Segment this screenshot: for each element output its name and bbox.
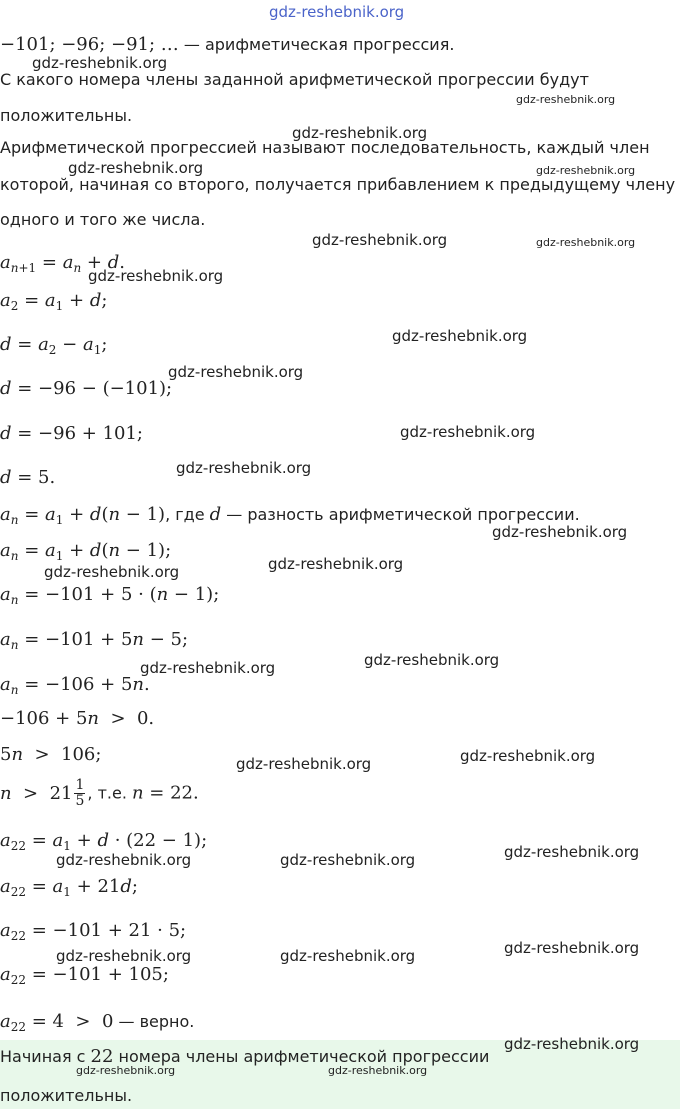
question-line-1: С какого номера члены заданной арифметической прогрессии будут [0,70,589,89]
watermark: gdz-reshebnik.org [176,459,312,477]
watermark: gdz-reshebnik.org [400,423,536,441]
verify-note: — верно. [113,1012,195,1031]
watermark: gdz-reshebnik.org [312,231,448,249]
general-term-tail: — разность арифметической прогрессии. [221,505,580,524]
sequence-description: — арифметическая прогрессия. [178,35,455,54]
watermark: gdz-reshebnik.org [504,1035,640,1053]
sequence-line [0,34,454,55]
watermark: gdz-reshebnik.org [536,236,636,249]
watermark: gdz-reshebnik.org [392,327,528,345]
formula-general-term: $a_n = a_1 + d(n - 1)$, где d — разность арифметической прогрессии. [0,504,580,527]
formula-an-4: $a_n = -106 + 5n$. [0,674,150,697]
formula-an-3: $a_n = -101 + 5n - 5$; [0,629,189,652]
watermark: gdz-reshebnik.org [536,164,636,177]
formula-a22-4: $a_{22} = -101 + 105$; [0,964,169,987]
header-watermark: gdz-reshebnik.org [269,3,405,21]
formula-a22-1: $a_{22} = a_1 + d \cdot (22 - 1)$; [0,830,208,853]
formula-d-simplify: d = −96 + 101; [0,423,143,444]
watermark: gdz-reshebnik.org [280,947,416,965]
formula-d-value: d = 5. [0,467,56,488]
formula-an-1: $a_n = a_1 + d(n - 1)$; [0,540,172,563]
watermark: gdz-reshebnik.org [292,124,428,142]
watermark: gdz-reshebnik.org [492,523,628,541]
fraction-one-fifth: $\frac{1}{5}$ [75,777,85,809]
formula-recurrence: $a_{n+1} = a_n + d$. [0,252,125,275]
watermark: gdz-reshebnik.org [168,363,304,381]
inequality-result: n > 21 $\frac{1}{5}$ , т.е. n = 22. [0,777,199,809]
answer-prefix: Начиная с [0,1047,91,1066]
watermark: gdz-reshebnik.org [280,851,416,869]
watermark: gdz-reshebnik.org [32,54,168,72]
answer-number: 22 [90,1046,114,1067]
watermark: gdz-reshebnik.org [516,93,616,106]
formula-an-2: $a_n = -101 + 5 \cdot (n - 1)$; [0,584,220,607]
watermark: gdz-reshebnik.org [56,947,192,965]
watermark: gdz-reshebnik.org [268,555,404,573]
watermark: gdz-reshebnik.org [236,755,372,773]
watermark: gdz-reshebnik.org [76,1064,176,1077]
watermark: gdz-reshebnik.org [140,659,276,677]
watermark: gdz-reshebnik.org [504,843,640,861]
formula-d-sub: d = −96 − (−101); [0,378,173,399]
watermark: gdz-reshebnik.org [56,851,192,869]
definition-line-2: которой, начиная со второго, получается прибавлением к предыдущему члену [0,175,676,194]
watermark: gdz-reshebnik.org [364,651,500,669]
formula-a22-check: $a_{22} = 4 > 0$ — верно. [0,1011,195,1034]
watermark: gdz-reshebnik.org [88,267,224,285]
inequality-2: 5n > 106; [0,744,102,765]
watermark: gdz-reshebnik.org [68,159,204,177]
question-line-2: положительны. [0,106,133,125]
definition-line-1: Арифметической прогрессией называют последовательность, каждый член [0,138,650,157]
answer-line-2: положительны. [0,1086,133,1105]
formula-a22-2: $a_{22} = a_1 + 21d$; [0,876,138,899]
inequality-1: −106 + 5n > 0. [0,708,155,729]
general-term-note: , где [165,505,210,524]
watermark: gdz-reshebnik.org [328,1064,428,1077]
answer-suffix: номера члены арифметической прогрессии [113,1047,490,1066]
formula-d-def: $d = a_2 - a_1$; [0,334,108,357]
watermark: gdz-reshebnik.org [460,747,596,765]
watermark: gdz-reshebnik.org [44,563,180,581]
formula-a2: $a_2 = a_1 + d$; [0,290,108,313]
n-result-note: , т.е. [87,783,132,803]
definition-line-3: одного и того же числа. [0,210,206,229]
sequence-terms: −101; −96; −91; … [0,34,179,55]
formula-a22-3: $a_{22} = -101 + 21 \cdot 5$; [0,920,187,943]
watermark: gdz-reshebnik.org [504,939,640,957]
